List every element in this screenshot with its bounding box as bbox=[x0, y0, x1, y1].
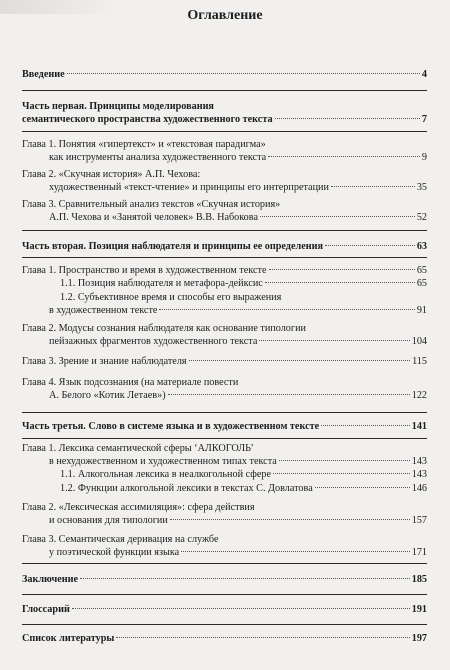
leader-dots bbox=[265, 282, 415, 283]
toc-label: как инструменты анализа художественного текста bbox=[49, 152, 267, 163]
toc-label: 1.1. Позиция наблюдателя и метафора-дейксис bbox=[60, 278, 263, 289]
toc-label: у поэтической функции языка bbox=[49, 547, 180, 558]
toc-entry-part-2 bbox=[22, 240, 427, 253]
toc-label: Глава 2. «Лексическая ассимиляция»: сфера действия bbox=[22, 502, 255, 513]
leader-dots bbox=[181, 551, 410, 552]
toc-label: Часть третья. Слово в системе языка и в художественном тексте bbox=[22, 421, 320, 432]
toc-entry-p3-ch1-s1 bbox=[22, 468, 427, 481]
leader-dots bbox=[170, 519, 410, 520]
toc-page: 157 bbox=[411, 515, 427, 526]
leader-dots bbox=[260, 216, 415, 217]
toc-label: Глава 3. Зрение и знание наблюдателя bbox=[22, 356, 187, 367]
toc-entry-p1-ch2 bbox=[22, 168, 427, 194]
toc-entry-p2-ch1-s2 bbox=[22, 291, 427, 317]
toc-label: Глава 1. Пространство и время в художественном тексте bbox=[22, 265, 267, 276]
toc-entry-glossary bbox=[22, 603, 427, 616]
toc-entry-p1-ch1 bbox=[22, 138, 427, 164]
toc-label: Глава 1. Лексика семантической сферы ‘АЛКОГОЛЬ’ bbox=[22, 443, 254, 454]
divider bbox=[22, 412, 427, 413]
toc-page: 65 bbox=[416, 265, 427, 276]
toc-label: А.П. Чехова и «Занятой человек» В.В. Набокова bbox=[49, 212, 258, 223]
divider bbox=[22, 438, 427, 439]
page-title: Оглавление bbox=[187, 8, 263, 23]
leader-dots bbox=[321, 425, 410, 426]
toc-page: 52 bbox=[416, 212, 427, 223]
leader-dots bbox=[72, 608, 410, 609]
toc-entry-p3-ch1-s2 bbox=[22, 482, 427, 495]
toc-label: Глава 4. Язык подсознания (на материале повести bbox=[22, 377, 239, 388]
toc-page: 143 bbox=[411, 456, 427, 467]
leader-dots bbox=[269, 269, 415, 270]
toc-entry-part-3 bbox=[22, 420, 427, 433]
leader-dots bbox=[80, 578, 410, 579]
toc-page: 115 bbox=[412, 356, 427, 367]
toc-label: в нехудожественном и художественном типах текста bbox=[49, 456, 277, 467]
toc-entry-p2-ch2 bbox=[22, 322, 427, 348]
divider bbox=[22, 90, 427, 91]
toc-entry-p1-ch3 bbox=[22, 198, 427, 224]
toc-entry-intro bbox=[22, 68, 427, 81]
toc-page: 104 bbox=[411, 336, 427, 347]
toc-label: Введение bbox=[22, 69, 65, 80]
toc-entry-references bbox=[22, 632, 427, 645]
leader-dots bbox=[331, 186, 415, 187]
toc-label: художественный «текст-чтение» и принципы его интерпретации bbox=[49, 182, 329, 193]
toc-entry-p2-ch3 bbox=[22, 355, 427, 368]
toc-page: 185 bbox=[411, 574, 427, 585]
divider bbox=[22, 131, 427, 132]
toc-entry-p2-ch1-s1 bbox=[22, 277, 427, 290]
toc-label: Глава 2. Модусы сознания наблюдателя как основание типологии bbox=[22, 323, 306, 334]
toc-label: Глоссарий bbox=[22, 604, 70, 615]
leader-dots bbox=[259, 340, 409, 341]
leader-dots bbox=[273, 473, 410, 474]
toc-entry-p2-ch4 bbox=[22, 376, 427, 402]
toc-label: и основания для типологии bbox=[49, 515, 168, 526]
toc-page: 146 bbox=[411, 483, 427, 494]
toc-entry-p3-ch3 bbox=[22, 533, 427, 559]
divider bbox=[22, 563, 427, 564]
leader-dots bbox=[279, 460, 410, 461]
leader-dots bbox=[159, 309, 414, 310]
toc-label: 1.2. Функции алкогольной лексики в текстах С. Довлатова bbox=[60, 483, 313, 494]
divider bbox=[22, 594, 427, 595]
toc-entry-part-1 bbox=[22, 100, 427, 126]
toc-label: Глава 3. Семантическая деривация на службе bbox=[22, 534, 219, 545]
divider bbox=[22, 230, 427, 231]
toc-page: 171 bbox=[411, 547, 427, 558]
toc-entry-p2-ch1 bbox=[22, 264, 427, 277]
toc-page: 141 bbox=[411, 421, 427, 432]
leader-dots bbox=[275, 118, 420, 119]
toc-page: 91 bbox=[416, 305, 427, 316]
toc-page: 143 bbox=[411, 469, 427, 480]
toc-page: 35 bbox=[416, 182, 427, 193]
toc-label: 1.1. Алкогольная лексика в неалкогольной сфере bbox=[60, 469, 271, 480]
toc-page: 9 bbox=[421, 152, 427, 163]
leader-dots bbox=[67, 73, 420, 74]
toc-label: Часть первая. Принципы моделирования bbox=[22, 101, 214, 112]
leader-dots bbox=[325, 245, 415, 246]
toc-label: Глава 2. «Скучная история» А.П. Чехова: bbox=[22, 169, 201, 180]
toc-page: 191 bbox=[411, 604, 427, 615]
leader-dots bbox=[315, 487, 410, 488]
toc-label: Глава 3. Сравнительный анализ текстов «Скучная история» bbox=[22, 199, 281, 210]
leader-dots bbox=[168, 394, 410, 395]
toc-page: 7 bbox=[421, 114, 427, 125]
toc-label: в художественном тексте bbox=[49, 305, 158, 316]
toc-label: Список литературы bbox=[22, 633, 115, 644]
toc-label: Часть вторая. Позиция наблюдателя и принципы ее определения bbox=[22, 241, 323, 252]
divider bbox=[22, 257, 427, 258]
toc-page: 122 bbox=[411, 390, 427, 401]
toc-label: А. Белого «Котик Летаев») bbox=[49, 390, 166, 401]
toc-label: пейзажных фрагментов художественного текста bbox=[49, 336, 258, 347]
toc-label: 1.2. Субъективное время и способы его выражения bbox=[60, 292, 282, 303]
leader-dots bbox=[268, 156, 420, 157]
toc-entry-conclusion bbox=[22, 573, 427, 586]
divider bbox=[22, 624, 427, 625]
toc-page: 4 bbox=[421, 69, 427, 80]
toc-page: 65 bbox=[416, 278, 427, 289]
toc-page: 63 bbox=[416, 241, 427, 252]
leader-dots bbox=[189, 360, 411, 361]
toc-label: Заключение bbox=[22, 574, 78, 585]
toc-label: Глава 1. Понятия «гипертекст» и «текстовая парадигма» bbox=[22, 139, 266, 150]
toc-entry-p3-ch1 bbox=[22, 442, 427, 468]
toc-entry-p3-ch2 bbox=[22, 501, 427, 527]
toc-page: 197 bbox=[411, 633, 427, 644]
leader-dots bbox=[116, 637, 409, 638]
toc-label: семантического пространства художественного текста bbox=[22, 114, 273, 125]
